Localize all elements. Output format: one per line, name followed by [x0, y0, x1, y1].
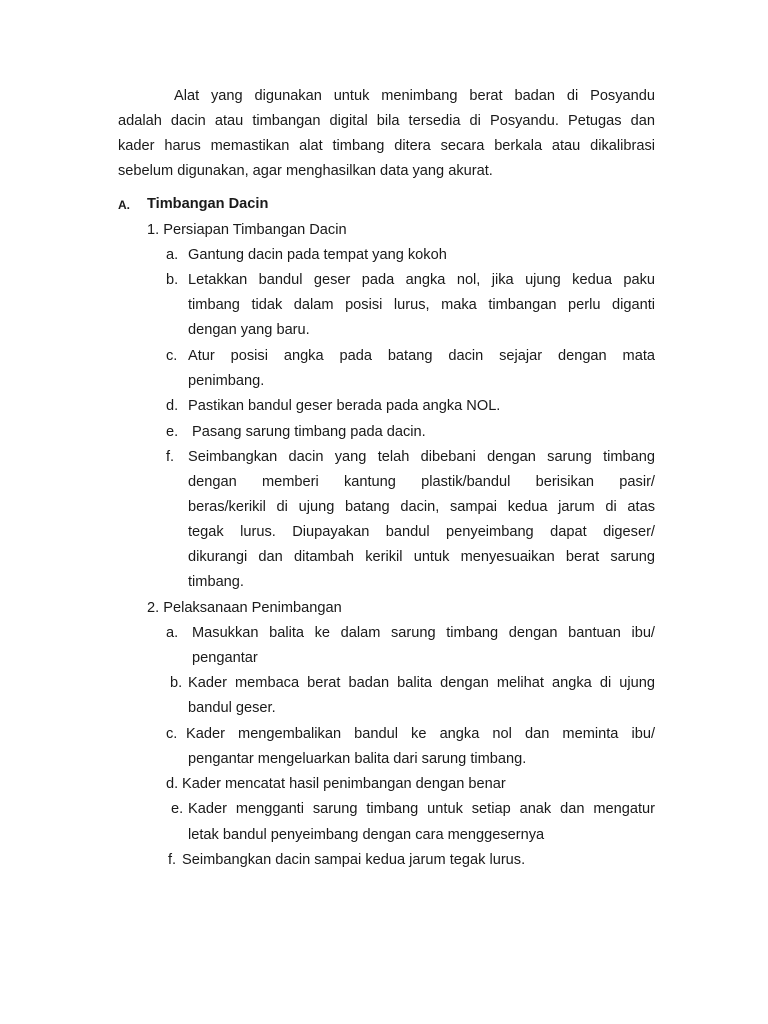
list-item-line: bandul geser.	[188, 700, 276, 716]
list-item-line: Seimbangkan dacin yang telah dibebani dengan sarung timbang	[188, 449, 655, 465]
list-item-line: Seimbangkan dacin sampai kedua jarum tegak lurus.	[182, 852, 526, 868]
list-item-line: Atur posisi angka pada batang dacin sejajar dengan mata	[188, 348, 655, 364]
list-item-line: pengantar	[192, 650, 258, 666]
intro-line: kader harus memastikan alat timbang ditera secara berkala atau dikalibrasi	[118, 138, 655, 154]
list-marker: b.	[170, 675, 183, 691]
list-item-line: letak bandul penyeimbang dengan cara menggesernya	[188, 827, 545, 843]
subsection-title: 1. Persiapan Timbangan Dacin	[147, 222, 347, 238]
list-marker: f.	[168, 852, 177, 868]
intro-line: sebelum digunakan, agar menghasilkan data yang akurat.	[118, 163, 493, 179]
list-marker: b.	[166, 272, 179, 288]
list-marker: c.	[166, 348, 178, 364]
intro-line: adalah dacin atau timbangan digital bila tersedia di Posyandu. Petugas dan	[118, 113, 655, 129]
subsection-title: 2. Pelaksanaan Penimbangan	[147, 600, 342, 616]
list-item-line: Kader mengembalikan bandul ke angka nol dan meminta ibu/	[186, 726, 655, 742]
list-marker: a.	[166, 625, 179, 641]
section-letter: A.	[118, 198, 130, 212]
list-marker: e.	[171, 801, 184, 817]
list-item-line: Kader mengganti sarung timbang untuk setiap anak dan mengatur	[188, 801, 655, 817]
list-marker: e.	[166, 424, 179, 440]
list-marker: d.	[166, 776, 179, 792]
list-marker: f.	[166, 449, 175, 465]
list-item-line: Masukkan balita ke dalam sarung timbang dengan bantuan ibu/	[192, 625, 655, 641]
list-marker: c.	[166, 726, 178, 742]
list-item-line: Kader mencatat hasil penimbangan dengan benar	[182, 776, 506, 792]
list-item-line: dikurangi dan ditambah kerikil untuk menyesuaikan berat sarung	[188, 549, 655, 565]
list-item-line: timbang.	[188, 574, 244, 590]
list-marker: a.	[166, 247, 179, 263]
list-item-line: Pasang sarung timbang pada dacin.	[188, 424, 426, 440]
list-item-line: Kader membaca berat badan balita dengan melihat angka di ujung	[188, 675, 655, 691]
list-marker: d.	[166, 398, 179, 414]
list-item-line: dengan memberi kantung plastik/bandul berisikan pasir/	[188, 474, 655, 490]
intro-line: Alat yang digunakan untuk menimbang berat badan di Posyandu	[174, 88, 655, 104]
list-item-line: beras/kerikil di ujung batang dacin, sampai kedua jarum di atas	[188, 499, 655, 515]
list-item-line: Gantung dacin pada tempat yang kokoh	[188, 247, 447, 263]
list-item-line: Letakkan bandul geser pada angka nol, jika ujung kedua paku	[188, 272, 655, 288]
list-item-line: timbang tidak dalam posisi lurus, maka timbangan perlu diganti	[188, 297, 655, 313]
list-item-line: tegak lurus. Diupayakan bandul penyeimbang dapat digeser/	[188, 524, 655, 540]
list-item-line: Pastikan bandul geser berada pada angka NOL.	[188, 398, 501, 414]
list-item-line: pengantar mengeluarkan balita dari sarung timbang.	[188, 751, 527, 767]
list-item-line: penimbang.	[188, 373, 265, 389]
section-title: Timbangan Dacin	[147, 196, 269, 212]
list-item-line: dengan yang baru.	[188, 322, 310, 338]
